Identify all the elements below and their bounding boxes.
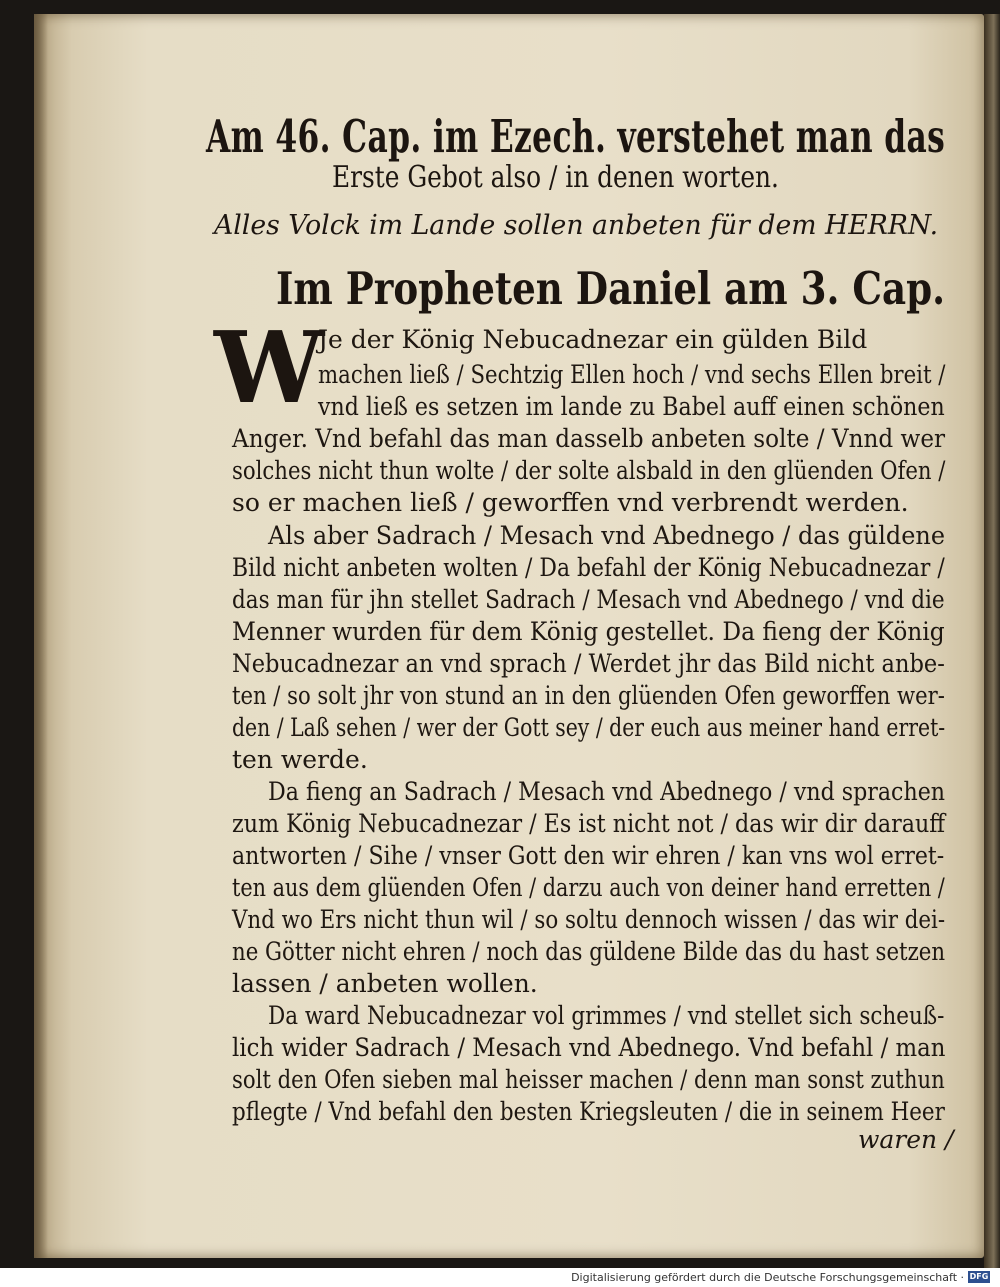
text-line: Bild nicht anbeten wolten / Da befahl der König Nebucadnezar / xyxy=(232,553,945,582)
text-line: ten / so solt jhr von stund an in den glüenden Ofen geworffen wer- xyxy=(232,681,945,710)
text-line: ten werde. xyxy=(232,745,368,774)
heading-daniel: Im Propheten Daniel am 3. Cap. xyxy=(276,262,946,315)
text-line: lich wider Sadrach / Mesach vnd Abednego. Vnd befahl / man xyxy=(232,1033,946,1062)
text-line: Anger. Vnd befahl das man dasselb anbeten solte / Vnnd wer xyxy=(232,424,946,453)
text-line: Vnd wo Ers nicht thun wil / so soltu dennoch wissen / das wir dei- xyxy=(232,905,946,934)
text-line: pflegte / Vnd befahl den besten Kriegsleuten / die in seinem Heer xyxy=(232,1097,945,1126)
text-line: solt den Ofen sieben mal heisser machen / denn man sonst zuthun xyxy=(232,1065,945,1094)
text-line: vnd ließ es setzen im lande zu Babel auff einen schönen xyxy=(318,392,945,421)
decorated-initial: W xyxy=(214,311,325,426)
text-line: lassen / anbeten wollen. xyxy=(232,969,538,998)
text-line: Da ward Nebucadnezar vol grimmes / vnd stellet sich scheuß- xyxy=(268,1001,945,1030)
text-line: Nebucadnezar an vnd sprach / Werdet jhr das Bild nicht anbe- xyxy=(232,649,945,678)
text-line: Je der König Nebucadnezar ein gülden Bild xyxy=(318,325,868,354)
heading-chapter-46: Am 46. Cap. im Ezech. verstehet man das xyxy=(206,110,946,163)
text-line: Da fieng an Sadrach / Mesach vnd Abednego / vnd sprachen xyxy=(268,777,946,806)
heading-first-commandment: Erste Gebot also / in denen worten. xyxy=(332,160,779,195)
text-line: antworten / Sihe / vnser Gott den wir ehren / kan vns wol erret- xyxy=(232,841,945,870)
text-line: zum König Nebucadnezar / Es ist nicht not / das wir dir darauff xyxy=(232,809,946,838)
text-line: das man für jhn stellet Sadrach / Mesach vnd Abednego / vnd die xyxy=(232,585,945,614)
text-line: Menner wurden für dem König gestellet. Da fieng der König xyxy=(232,617,945,646)
heading-quote: Alles Volck im Lande sollen anbeten für dem HERRN. xyxy=(214,210,939,241)
text-line: machen ließ / Sechtzig Ellen hoch / vnd sechs Ellen breit / xyxy=(318,360,946,389)
text-line: den / Laß sehen / wer der Gott sey / der euch aus meiner hand erret- xyxy=(232,713,946,742)
text-line: solches nicht thun wolte / der solte alsbald in den glüenden Ofen / xyxy=(232,456,946,485)
text-line: ne Götter nicht ehren / noch das güldene Bilde das du hast setzen xyxy=(232,937,946,966)
text-line: ten aus dem glüenden Ofen / darzu auch von deiner hand erretten / xyxy=(232,873,945,902)
catchword: waren / xyxy=(858,1125,954,1154)
dfg-logo: DFG xyxy=(969,1272,989,1281)
digitization-credit: Digitalisierung gefördert durch die Deutsche Forschungsgemeinschaft · xyxy=(571,1271,964,1284)
text-line: so er machen ließ / geworffen vnd verbrendt werden. xyxy=(232,488,909,517)
text-line: Als aber Sadrach / Mesach vnd Abednego / das güldene xyxy=(268,521,946,550)
